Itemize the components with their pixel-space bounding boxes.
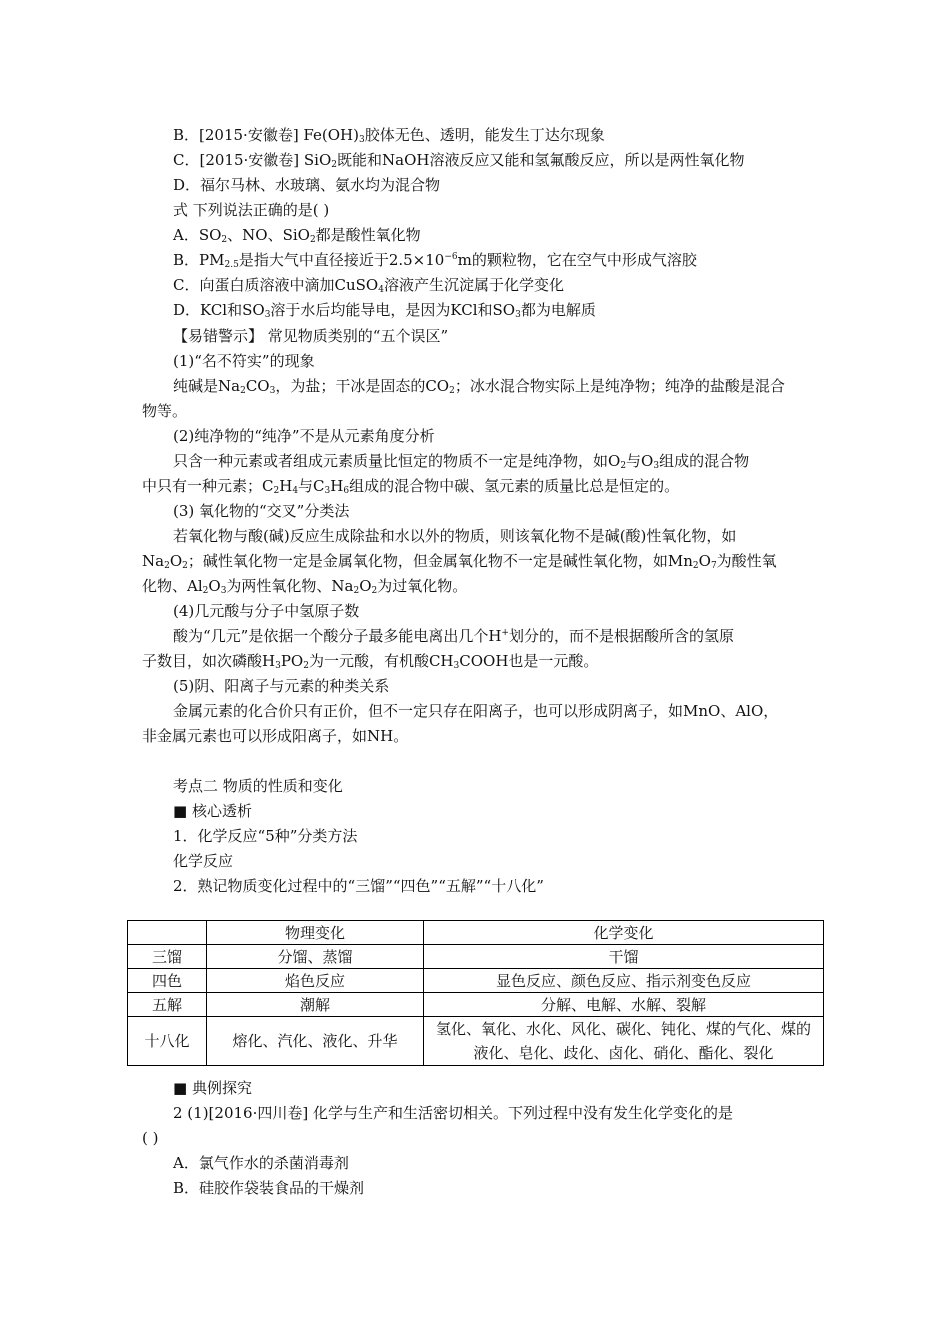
warning-3-title: (3) 氧化物的“交叉”分类法 — [173, 502, 350, 520]
table-cell: 十八化 — [128, 1017, 207, 1066]
warning-3-text-cont2: 化物、$Al_2O_3$为两性氧化物、$Na_2O_2$为过氧化物。 — [142, 577, 468, 596]
table-cell: 潮解 — [207, 993, 424, 1017]
table-cell: 四色 — [128, 969, 207, 993]
table-cell — [424, 1017, 824, 1066]
table-row — [128, 945, 824, 969]
table-cell: 分解、电解、水解、裂解 — [424, 993, 824, 1017]
q1-option-c: C．[2015·安徽卷] SiO$_2$既能和NaOH溶液反应又能和氢氟酸反应，所以是两性氧化物 — [173, 151, 745, 170]
table-cell: 干馏 — [424, 945, 824, 969]
point-1-sub: 化学反应 — [173, 852, 234, 870]
table-cell-line: 液化、皂化、歧化、卤化、硝化、酯化、裂化 — [473, 1044, 774, 1062]
warning-4-text-cont: 子数目，如次磷酸$H_3PO_2$为一元酸，有机酸$CH_3COOH$也是一元酸。 — [142, 652, 599, 671]
table-header-cell: 物理变化 — [207, 921, 424, 945]
q1-option-b: B．[2015·安徽卷] $Fe(OH)_3$胶体无色、透明，能发生丁达尔现象 — [173, 126, 605, 145]
table-header-cell — [128, 921, 207, 945]
warning-1-title: (1)“名不符实”的现象 — [173, 352, 315, 370]
table-cell: 焰色反应 — [207, 969, 424, 993]
table-cell: 分馏、蒸馏 — [207, 945, 424, 969]
warning-4-text: 酸为“几元”是依据一个酸分子最多能电离出几个H+划分的，而不是根据酸所含的氢原 — [173, 627, 734, 645]
table-cell: 显色反应、颜色反应、指示剂变色反应 — [424, 969, 824, 993]
point-1: 1．化学反应“5种”分类方法 — [173, 827, 358, 845]
q3-stem: 2 (1)[2016·四川卷] 化学与生产和生活密切相关。下列过程中没有发生化学变化的是 — [173, 1104, 733, 1122]
warning-2-text: 只含一种元素或者组成元素质量比恒定的物质不一定是纯净物，如$O_2$与$O_3$组成的混合物 — [173, 452, 750, 471]
q3-stem-cont: ( ) — [142, 1129, 159, 1147]
example-heading: ■ 典例探究 — [173, 1079, 252, 1097]
q2-option-a: A．$SO_2$、NO、SiO$_2$都是酸性氧化物 — [173, 226, 421, 245]
point-2: 2．熟记物质变化过程中的“三馏”“四色”“五解”“十八化” — [173, 877, 544, 895]
table-cell: 五解 — [128, 993, 207, 1017]
warning-title: 【易错警示】 常见物质类别的“五个误区” — [173, 327, 449, 345]
q2-option-d: D．KCl和$SO_3$溶于水后均能导电，是因为KCl和$SO_3$都为电解质 — [173, 301, 596, 320]
warning-3-text-cont1: $Na_2O_2$；碱性氧化物一定是金属氧化物，但金属氧化物不一定是碱性氧化物，如$Mn_2O_7$为酸性氧 — [142, 552, 777, 571]
warning-5-text: 金属元素的化合价只有正价，但不一定只存在阳离子，也可以形成阴离子，如MnO、AlO， — [173, 702, 779, 720]
table-cell: 三馏 — [128, 945, 207, 969]
q1-option-d: D．福尔马林、水玻璃、氨水均为混合物 — [173, 176, 441, 194]
q2-option-b: B．$PM_{2.5}$是指大气中直径接近于$2.5\times 10^{-6}m$的颗粒物，它在空气中形成气溶胶 — [173, 251, 697, 270]
table-row — [128, 993, 824, 1017]
table-cell-line: 氢化、氧化、水化、风化、碳化、钝化、煤的气化、煤的 — [435, 1020, 811, 1038]
core-analysis-heading: ■ 核心透析 — [173, 802, 252, 820]
warning-1-text: 纯碱是$Na_2CO_3$，为盐；干冰是固态的$CO_2$；冰水混合物实际上是纯净物；纯净的盐酸是混合 — [173, 377, 785, 396]
warning-1-text-cont: 物等。 — [142, 402, 188, 420]
table-cell: 熔化、汽化、液化、升华 — [207, 1017, 424, 1066]
section-title: 考点二 物质的性质和变化 — [173, 777, 343, 795]
q2-stem: 式 下列说法正确的是( ) — [173, 201, 330, 219]
q3-option-a: A．氯气作水的杀菌消毒剂 — [173, 1154, 349, 1172]
table-header-row — [128, 921, 824, 945]
table-row — [128, 969, 824, 993]
warning-2-title: (2)纯净物的“纯净”不是从元素角度分析 — [173, 427, 435, 445]
warning-5-title: (5)阴、阳离子与元素的种类关系 — [173, 677, 390, 695]
warning-2-text-cont: 中只有一种元素；$C_2H_4$与$C_3H_6$组成的混合物中碳、氢元素的质量比总是恒定的。 — [142, 477, 680, 496]
warning-5-text-cont: 非金属元素也可以形成阳离子，如NH。 — [142, 727, 409, 745]
warning-4-title: (4)几元酸与分子中氢原子数 — [173, 602, 360, 620]
q3-option-b: B．硅胶作袋装食品的干燥剂 — [173, 1179, 365, 1197]
warning-3-text: 若氧化物与酸(碱)反应生成除盐和水以外的物质，则该氧化物不是碱(酸)性氧化物，如 — [173, 527, 737, 545]
change-table — [127, 920, 824, 1066]
q2-option-c: C．向蛋白质溶液中滴加CuSO$_4$溶液产生沉淀属于化学变化 — [173, 276, 564, 295]
table-header-cell: 化学变化 — [424, 921, 824, 945]
table-row — [128, 1017, 824, 1066]
